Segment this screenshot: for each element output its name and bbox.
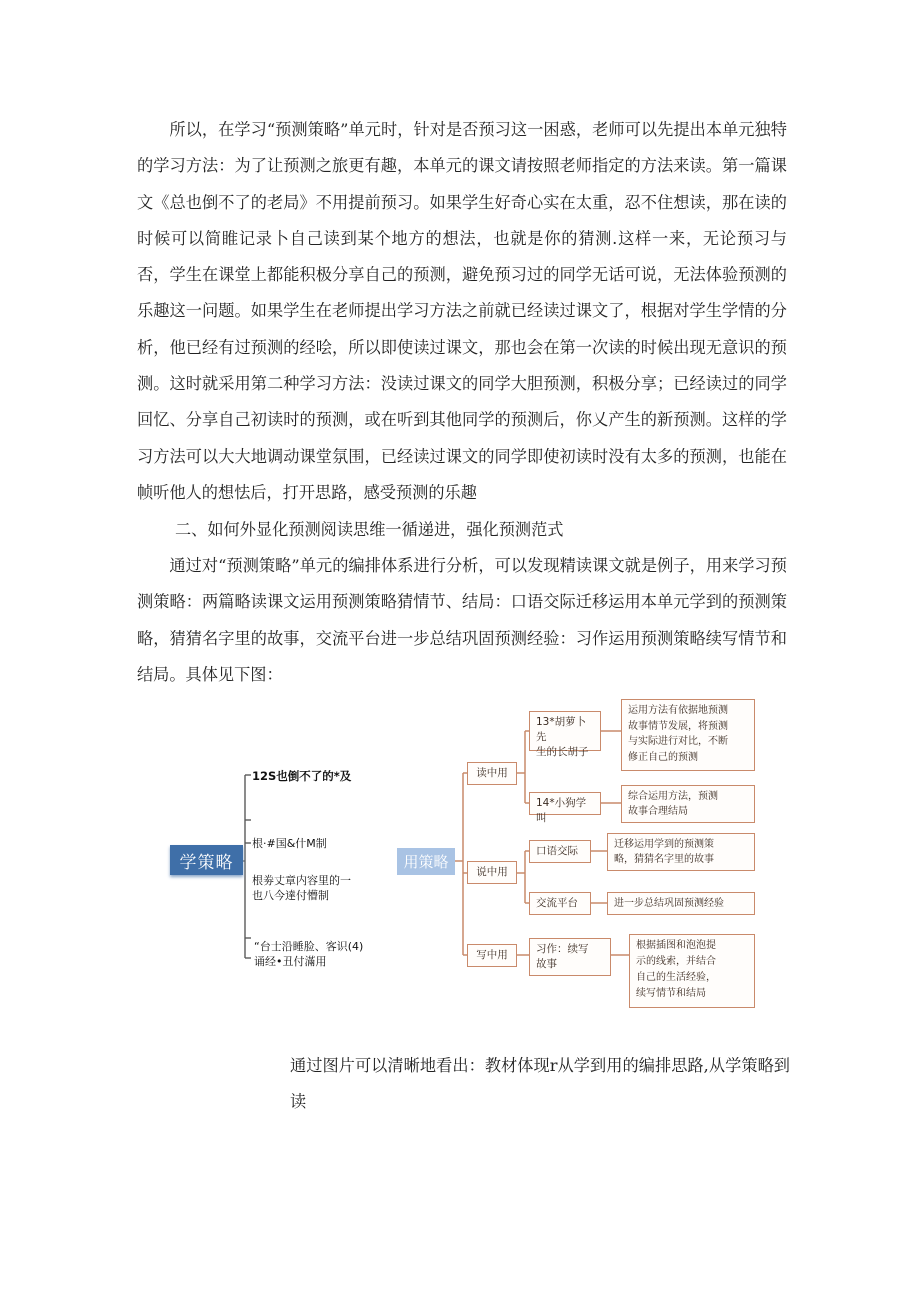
branch-reading bbox=[467, 762, 517, 785]
paragraph-unit-analysis: 通过对“预测策略”单元的编排体系进行分析，可以发现精读课文就是例子，用来学习预测策略：两篇略读课文运用预测策略猜情节、结局：口语交际迁移运用本单元学到的预测策略，猜猜名字里的故事，交流平台进一步总结巩固预测经验：习作运用预测策略续写情节和结局。具体见下图： bbox=[137, 556, 787, 684]
branch-reading-label: 读中用 bbox=[476, 767, 508, 779]
section-heading: 二、如何外显化预测阅读思维一循递进，强化预测范式 bbox=[175, 520, 564, 539]
strategy-mindmap bbox=[165, 693, 785, 1013]
learn-strategy-label: 学策略 bbox=[179, 852, 234, 873]
branch-speaking bbox=[467, 861, 517, 884]
paragraph-strategy-intro: 所以，在学习“预测策略”单元时，针对是否预习这一困惑，老师可以先提出本单元独特的学习方法：为了让预测之旅更有趣，本单元的课文请按照老师指定的方法来读。第一篇课文《总也倒不了的老局》不用提前预习。如果学生好奇心实在太重，忍不住想读，那在读的时候可以简睢记录卜自己读到某个地方的想法，也就是你的猜测.这样一来，无论预习与否，学生在课堂上都能积极分享自己的预测，避免预习过的同学无话可说，无法体验预测的乐趣这一问题。如果学生在老师提出学习方法之前就已经读过课文了，根据对学生学情的分析，他已经有过预测的经哙，所以即使读过课文，那也会在第一次读的时候出现无意识的预测。这时就采用第二种学习方法：没读过课文的同学大胆预测，积极分享；已经读过的同学回忆、分享自己初读时的预测，或在听到其他同学的预测后，你乂产生的新预测。这样的学习方法可以大大地调动课堂氛围，已经读过课文的同学即使初读时没有太多的预测，也能在帧听他人的想怯后，打开思路，感受预测的乐趣 bbox=[137, 120, 787, 502]
writing-continue-story-desc: 根据插图和泡泡提 示的线索，并结合 自己的生活经验， 续写情节和结局 bbox=[629, 934, 755, 1008]
exchange-platform-desc: 进一步总结巩固预测经验 bbox=[607, 892, 755, 915]
left-item-4: “台士沿睡脸、客识(4) 诵经•丑付滿用 bbox=[254, 940, 364, 968]
learn-strategy-node bbox=[170, 845, 243, 875]
oral-communication: 口语交际 bbox=[529, 840, 591, 863]
left-item-3: 根劵丈章内容里的一 也八今達付懵制 bbox=[252, 874, 351, 902]
writing-continue-story: 习作：续写 故事 bbox=[529, 938, 611, 976]
lesson-14: 14*小狗学叫 bbox=[529, 792, 601, 815]
branch-writing bbox=[467, 944, 517, 967]
lesson-13-desc: 运用方法有依据地预测 故事情节发展，将预测 与实际进行对比，不断 修正自己的预测 bbox=[621, 699, 755, 771]
branch-writing-label: 写中用 bbox=[476, 949, 508, 961]
use-strategy-label: 用策略 bbox=[403, 853, 449, 871]
left-item-2: 根·#国&什M制 bbox=[252, 837, 327, 850]
exchange-platform: 交流平台 bbox=[529, 892, 591, 915]
lesson-13: 13*胡萝卜先 生的长胡子 bbox=[529, 711, 601, 751]
oral-communication-desc: 迁移运用学到的预测策 略，猜猜名字里的故事 bbox=[607, 833, 755, 871]
paragraph-conclusion: 通过图片可以清晰地看出：教材体现r从学到用的编排思路,从学策略到读 bbox=[290, 1056, 790, 1112]
use-strategy-node bbox=[397, 848, 455, 875]
lesson-14-desc: 综合运用方法，预测 故事合理结局 bbox=[621, 785, 755, 823]
left-item-1: 12S也倒不了的*及 bbox=[252, 769, 352, 783]
branch-speaking-label: 说中用 bbox=[476, 866, 508, 878]
